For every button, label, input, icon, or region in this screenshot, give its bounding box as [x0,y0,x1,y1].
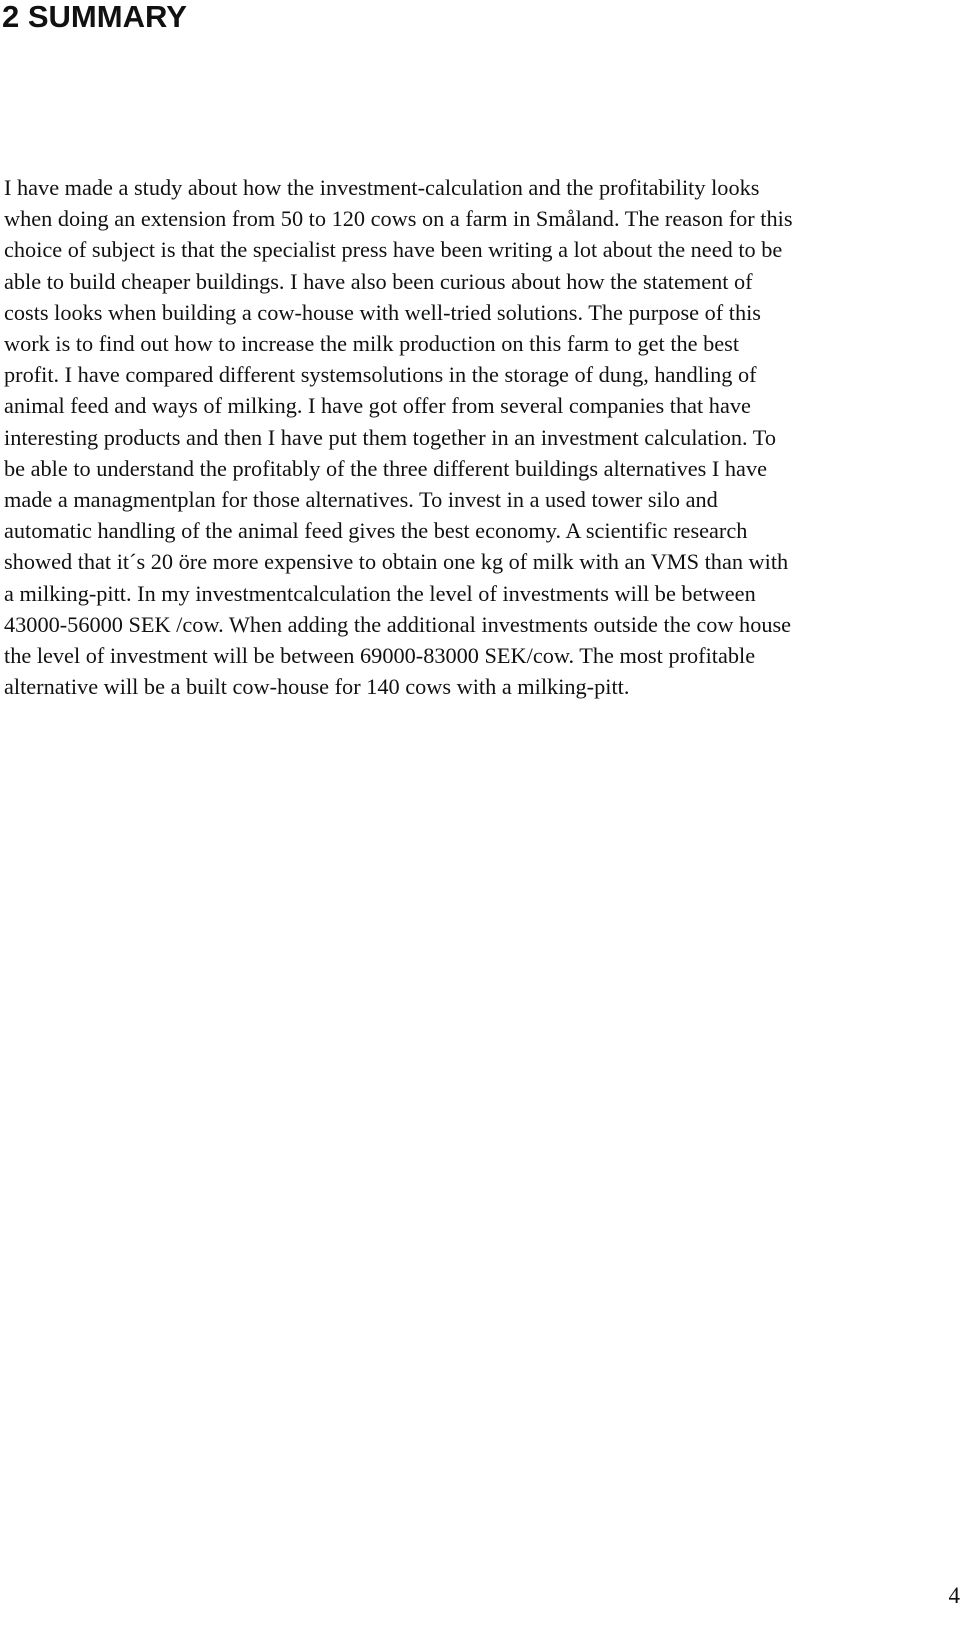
paragraph-line: I have made a study about how the investment-calculation and the profitability looks [4,175,760,200]
section-heading: 2 SUMMARY [2,0,187,34]
paragraph-line: automatic handling of the animal feed gives the best economy. A scientific research [4,518,748,544]
paragraph-line: made a managmentplan for those alternatives. To invest in a used tower silo and [4,487,718,513]
paragraph-line: work is to find out how to increase the milk production on this farm to get the best [4,331,740,357]
paragraph-line: showed that it´s 20 öre more expensive to obtain one kg of milk with an VMS than with [4,549,789,575]
paragraph-line: a milking-pitt. In my investmentcalculation the level of investments will be between [4,580,756,606]
paragraph-line: be able to understand the profitably of the three different buildings alternatives I have [4,455,767,481]
paragraph-line: interesting products and then I have put them together in an investment calculation. To [4,424,777,450]
paragraph-line: profit. I have compared different systemsolutions in the storage of dung, handling of [4,362,757,388]
paragraph-line: 43000-56000 SEK /cow. When adding the additional investments outside the cow house [4,611,792,637]
paragraph-line: able to build cheaper buildings. I have also been curious about how the statement of [4,268,753,294]
page-number: 4 [948,1583,960,1608]
paragraph-line: animal feed and ways of milking. I have got offer from several companies that have [4,393,751,419]
paragraph-line: the level of investment will be between 69000-83000 SEK/cow. The most profitable [4,643,756,669]
paragraph-line: choice of subject is that the specialist press have been writing a lot about the need to be [4,237,783,263]
paragraph-line: when doing an extension from 50 to 120 cows on a farm in Småland. The reason for this [4,206,793,232]
paragraph-line: costs looks when building a cow-house with well-tried solutions. The purpose of this [4,299,761,325]
summary-paragraph [4,172,934,702]
paragraph-line: alternative will be a built cow-house for 140 cows with a milking-pitt. [4,674,630,700]
